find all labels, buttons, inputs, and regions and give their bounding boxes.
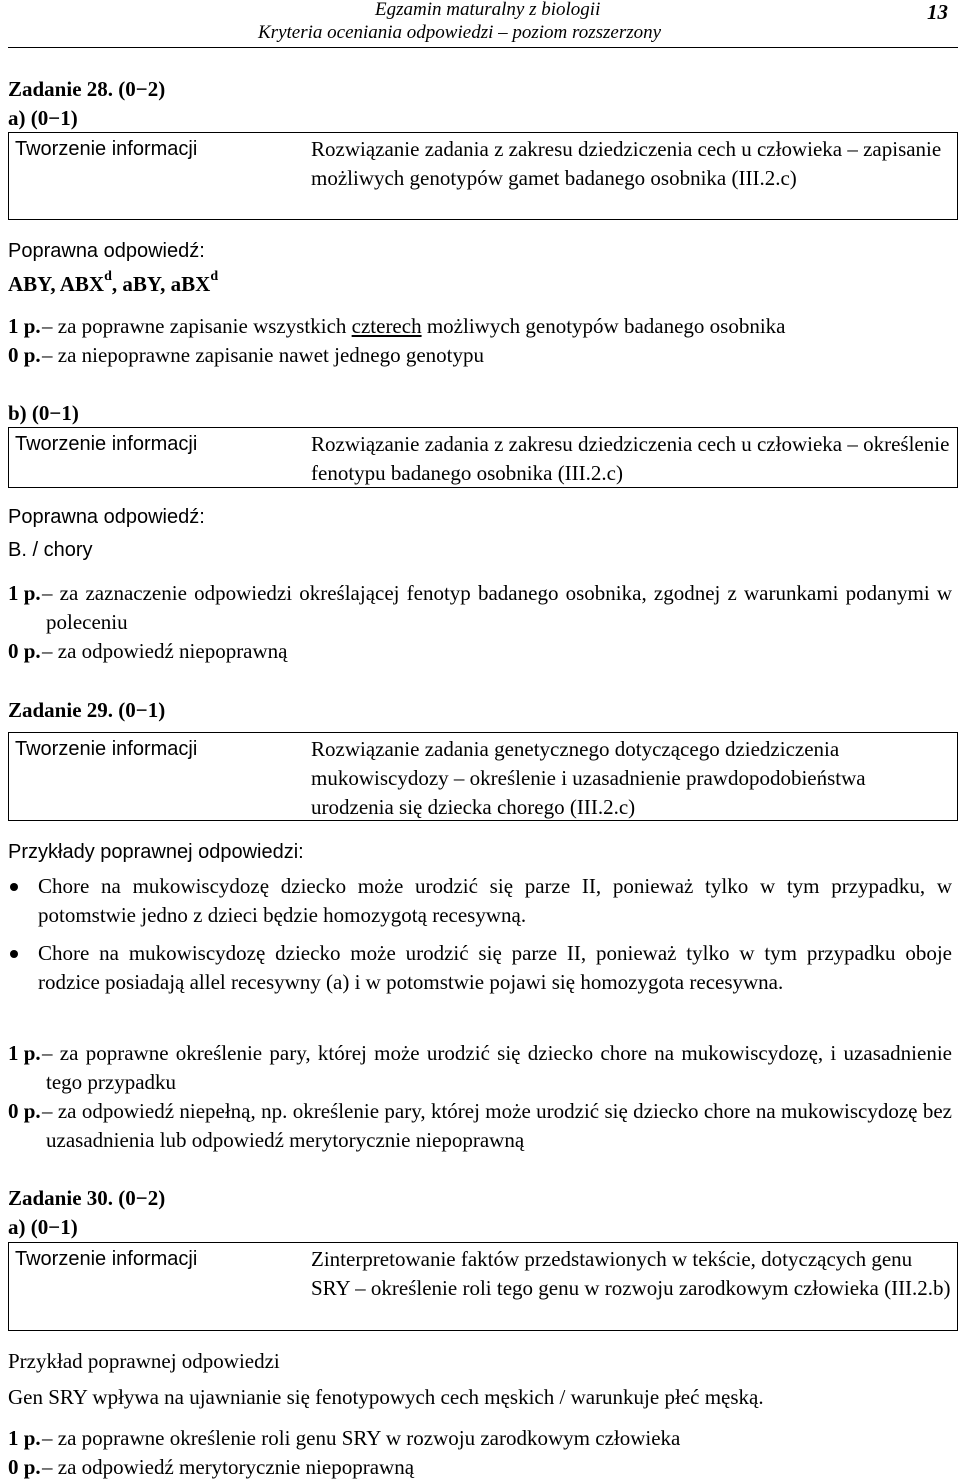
page-header — [8, 0, 958, 48]
task-28b-label: b) (0−1) — [8, 401, 79, 425]
score-points: 0 p. — [8, 1455, 41, 1479]
skill-box-description: Zinterpretowanie faktów przedstawionych w tekście, dotyczących genu SRY – określenie roli tego genu w rozwoju zarodkowym człowieka (III.2.b) — [311, 1247, 951, 1300]
task-30a-score-0 — [8, 1453, 952, 1482]
document-page — [8, 0, 958, 1479]
skill-box-label: Tworzenie informacji — [15, 738, 198, 760]
score-points: 0 p. — [8, 343, 41, 367]
task-28b-answer: B. / chory — [8, 539, 93, 561]
task-28a-answer-label: Poprawna odpowiedź: — [8, 240, 205, 262]
task-28-title: Zadanie 28. (0−2) — [8, 77, 166, 101]
task-30-title: Zadanie 30. (0−2) — [8, 1186, 166, 1210]
score-description: – za odpowiedź merytorycznie niepoprawną — [42, 1455, 415, 1479]
header-exam-title: Egzamin maturalny z biologii — [375, 0, 601, 20]
example-text: Chore na mukowiscydozę dziecko może urodzić się parze II, ponieważ tylko w tym przypadku oboje rodzice posiadają allel recesywny (a) i w potomstwie pojawi się homozygota recesywna. — [38, 941, 952, 994]
task-28a-skill-box — [8, 132, 958, 220]
score-points: 1 p. — [8, 1041, 41, 1065]
task-28b-score-0 — [8, 637, 952, 666]
task-29-score-0 — [8, 1097, 952, 1155]
bullet-icon — [10, 950, 18, 958]
score-description: – za odpowiedź niepoprawną — [42, 639, 288, 663]
skill-box-description: Rozwiązanie zadania z zakresu dziedziczenia cech u człowieka – zapisanie możliwych genotypów gamet badanego osobnika (III.2.c) — [311, 137, 942, 190]
header-criteria-title: Kryteria oceniania odpowiedzi – poziom rozszerzony — [258, 22, 662, 43]
genotype-group-2: , aBY, aBX — [111, 272, 211, 296]
page-number: 13 — [927, 0, 948, 24]
task-29-score-1 — [8, 1039, 952, 1097]
skill-box-label: Tworzenie informacji — [15, 138, 198, 160]
task-28a-label: a) (0−1) — [8, 106, 78, 130]
task-30a-skill-box — [8, 1242, 958, 1331]
score-description: – za zaznaczenie odpowiedzi określającej fenotyp badanego osobnika, zgodnej z warunkami podanymi w poleceniu — [42, 581, 952, 634]
skill-box-description: Rozwiązanie zadania z zakresu dziedziczenia cech u człowieka – określenie fenotypu badanego osobnika (III.2.c) — [311, 432, 950, 485]
underlined-word: czterech — [351, 314, 422, 338]
score-points: 0 p. — [8, 1099, 41, 1123]
task-30a-score-1 — [8, 1424, 952, 1453]
task-29-skill-box — [8, 732, 958, 821]
task-29-example-1 — [8, 872, 952, 930]
task-30a-label: a) (0−1) — [8, 1215, 78, 1239]
score-description: – za poprawne określenie pary, której może urodzić się dziecko chore na mukowiscydozę, i uzasadnienie tego przypadku — [42, 1041, 952, 1094]
score-points: 1 p. — [8, 314, 41, 338]
task-30a-example: Gen SRY wpływa na ujawnianie się fenotypowych cech męskich / warunkuje płeć męską. — [8, 1385, 764, 1409]
skill-box-label: Tworzenie informacji — [15, 433, 198, 455]
task-28b-score-1 — [8, 579, 952, 637]
task-29-title: Zadanie 29. (0−1) — [8, 698, 166, 722]
score-description: – za odpowiedź niepełną, np. określenie pary, której może urodzić się dziecko chore na mukowiscydozę bez uzasadnienia lub odpowiedź merytorycznie niepoprawną — [42, 1099, 952, 1152]
task-30a-example-label: Przykład poprawnej odpowiedzi — [8, 1349, 280, 1373]
score-description: – za poprawne określenie roli genu SRY w rozwoju zarodkowym człowieka — [42, 1426, 681, 1450]
task-29-examples-label: Przykłady poprawnej odpowiedzi: — [8, 841, 304, 863]
task-28a-score-1 — [8, 312, 952, 341]
skill-box-label: Tworzenie informacji — [15, 1248, 198, 1270]
score-points: 0 p. — [8, 639, 41, 663]
score-description: – za niepoprawne zapisanie nawet jednego genotypu — [42, 343, 484, 367]
bullet-icon — [10, 883, 18, 891]
task-28b-skill-box — [8, 427, 958, 488]
task-28a-answer — [8, 270, 218, 299]
task-28b-answer-label: Poprawna odpowiedź: — [8, 506, 205, 528]
example-text: Chore na mukowiscydozę dziecko może urodzić się parze II, ponieważ tylko w tym przypadku, w potomstwie jedno z dzieci będzie homozygotą recesywną. — [38, 874, 952, 927]
score-points: 1 p. — [8, 1426, 41, 1450]
skill-box-description: Rozwiązanie zadania genetycznego dotyczącego dziedziczenia mukowiscydozy – określenie i uzasadnienie prawdopodobieństwa urodzenia się dziecka chorego (III.2.c) — [311, 737, 866, 819]
task-29-example-2 — [8, 939, 952, 997]
task-28a-score-0 — [8, 341, 952, 370]
score-points: 1 p. — [8, 581, 41, 605]
genotype-sup-1: d — [104, 269, 112, 284]
genotype-sup-2: d — [210, 269, 219, 284]
score-description: – za poprawne zapisanie wszystkich czterech możliwych genotypów badanego osobnika — [42, 314, 786, 338]
genotype-group-1: ABY, ABX — [8, 272, 105, 296]
